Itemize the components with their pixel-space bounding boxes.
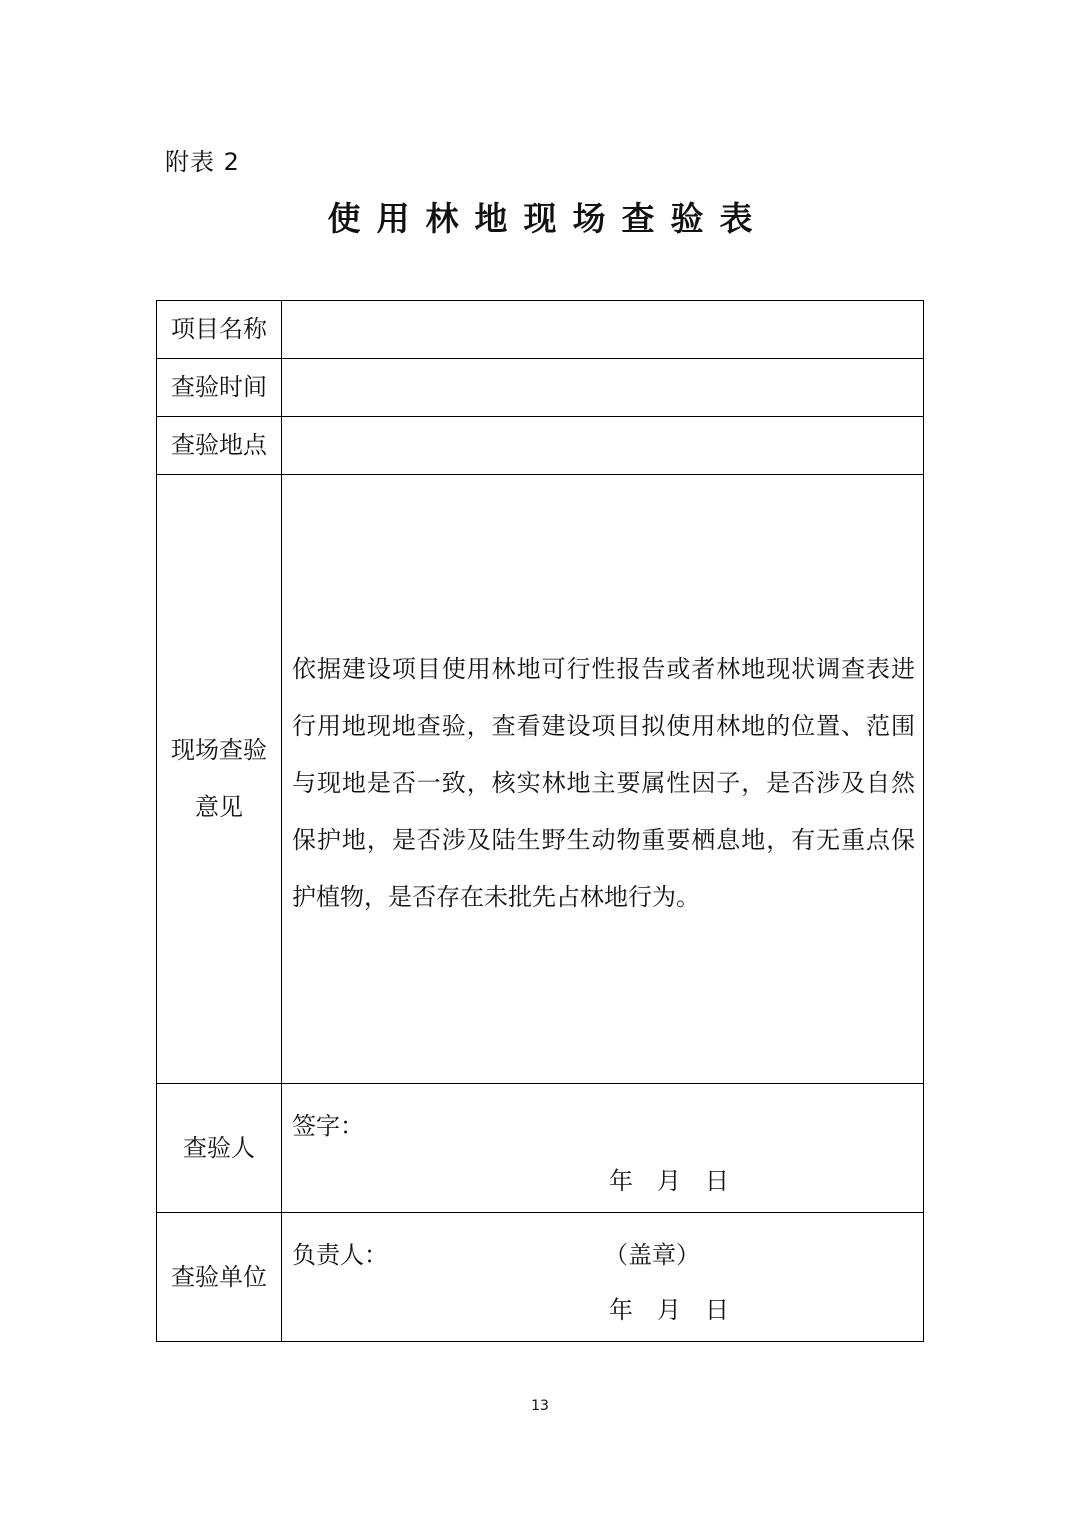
date-year-label: 年 (609, 1296, 633, 1324)
inspector-label: 查验人 (157, 1084, 282, 1213)
inspector-date (609, 1161, 729, 1196)
responsible-person-label: 负责人： (292, 1241, 388, 1269)
inspection-form-table (156, 300, 924, 1342)
date-year-label: 年 (609, 1167, 633, 1195)
date-day-label: 日 (705, 1296, 729, 1324)
date-month-label: 月 (657, 1167, 681, 1195)
seal-label: （盖章） (604, 1241, 700, 1269)
appendix-label: 附表 2 (165, 148, 240, 176)
unit-date (609, 1290, 729, 1325)
project-name-label: 项目名称 (157, 301, 282, 359)
row-opinion (157, 475, 924, 1084)
date-day-label: 日 (705, 1167, 729, 1195)
opinion-label-line1: 现场查验 (171, 736, 267, 764)
opinion-cell[interactable] (282, 475, 924, 1084)
row-inspector (157, 1084, 924, 1213)
signature-label: 签字： (292, 1112, 364, 1140)
opinion-label-line2: 意见 (195, 793, 243, 821)
row-inspection-time (157, 359, 924, 417)
inspection-unit-cell[interactable] (282, 1213, 924, 1342)
inspection-site-label: 查验地点 (157, 417, 282, 475)
opinion-text: 依据建设项目使用林地可行性报告或者林地现状调查表进行用地现地查验，查看建设项目拟使用林地的位置、范围与现地是否一致，核实林地主要属性因子，是否涉及自然保护地，是否涉及陆生野生动物重要栖息地，有无重点保护植物，是否存在未批先占林地行为。 (292, 654, 915, 911)
page-number: 13 (531, 1398, 549, 1414)
date-month-label: 月 (657, 1296, 681, 1324)
inspection-unit-label: 查验单位 (157, 1213, 282, 1342)
opinion-label (157, 475, 282, 1084)
inspection-time-label: 查验时间 (157, 359, 282, 417)
inspection-site-value[interactable] (282, 417, 924, 475)
form-title: 使用林地现场查验表 (327, 199, 769, 238)
row-inspection-unit (157, 1213, 924, 1342)
project-name-value[interactable] (282, 301, 924, 359)
row-inspection-site (157, 417, 924, 475)
inspector-cell[interactable] (282, 1084, 924, 1213)
inspection-time-value[interactable] (282, 359, 924, 417)
row-project-name (157, 301, 924, 359)
